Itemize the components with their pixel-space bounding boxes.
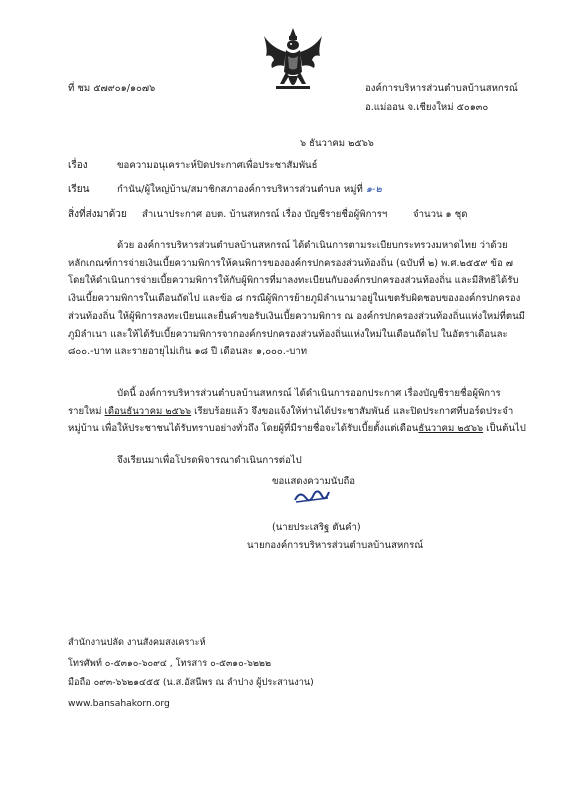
document-number: ที่ ชม ๕๗๙๐๑/๑๐๗๖ bbox=[68, 83, 156, 94]
paragraph-line: ภูมิลำเนา และให้ได้รับเบี้ยความพิการจากองค์กรปกครองส่วนท้องถิ่นแห่งใหม่ในเดือนถัดไป ในอัตราเดือนละ bbox=[68, 328, 508, 340]
paragraph-line: บัดนี้ องค์การบริหารส่วนตำบลบ้านสหกรณ์ ได้ดำเนินการออกประกาศ เรื่องบัญชีรายชื่อผู้พิการ bbox=[117, 388, 501, 399]
signature-icon bbox=[292, 486, 332, 508]
footer-office: สำนักงานปลัด งานสังคมสงเคราะห์ bbox=[68, 637, 206, 648]
subject-text: ขอความอนุเคราะห์ปิดประกาศเพื่อประชาสัมพันธ์ bbox=[117, 160, 318, 171]
signer-title: นายกองค์การบริหารส่วนตำบลบ้านสหกรณ์ bbox=[247, 540, 424, 551]
paragraph-text: หมู่บ้าน เพื่อให้ประชาชนได้รับทราบอย่างทั่วถึง โดยผู้ที่มีรายชื่อจะได้รับเบี้ยตั้งแต่เดือน bbox=[68, 423, 419, 435]
recipient-label: เรียน bbox=[68, 184, 90, 195]
signer-name: (นายประเสริฐ ตันคำ) bbox=[272, 522, 361, 533]
paragraph-line: โดยให้ดำเนินการจ่ายเบี้ยความพิการให้กับผู้พิการที่มาลงทะเบียนกับองค์กรปกครองส่วนท้องถิ่น และมีสิทธิได้รับ bbox=[68, 275, 519, 287]
organization-address: อ.แม่ออน จ.เชียงใหม่ ๕๐๑๓๐ bbox=[365, 102, 489, 113]
closing-regards: ขอแสดงความนับถือ bbox=[272, 476, 356, 487]
paragraph-text: เป็นต้นไป bbox=[483, 423, 526, 435]
underlined-month: ธันวาคม ๒๕๖๖ bbox=[418, 423, 484, 435]
footer-website: www.bansahakorn.org bbox=[68, 698, 170, 709]
enclosure-label: สิ่งที่ส่งมาด้วย bbox=[68, 209, 127, 220]
enclosure-text: สำเนาประกาศ อบต. บ้านสหกรณ์ เรื่อง บัญชีรายชื่อผู้พิการฯ bbox=[142, 209, 388, 220]
paragraph-line bbox=[68, 420, 526, 438]
paragraph-line bbox=[68, 403, 518, 421]
paragraph-line: ๘๐๐.-บาท และรายอายุไม่เกิน ๑๘ ปี เดือนละ ๑,๐๐๐.-บาท bbox=[68, 346, 308, 358]
body-paragraph-1 bbox=[68, 237, 525, 361]
footer-mobile: มือถือ ๐๙๓-๖๖๒๑๔๕๕ (น.ส.อัสนีพร ณ ลำปาง ผู้ประสานงาน) bbox=[68, 677, 314, 688]
body-paragraph-2 bbox=[68, 385, 526, 438]
body-paragraph-3: จึงเรียนมาเพื่อโปรดพิจารณาดำเนินการต่อไป bbox=[117, 455, 302, 466]
underlined-month: เดือนธันวาคม ๒๕๖๖ bbox=[104, 405, 192, 417]
paragraph-text: เรียบร้อยแล้ว จึงขอแจ้งให้ท่านได้ประชาสัมพันธ์ และปิดประกาศที่บอร์ดประจำ bbox=[191, 405, 514, 417]
paragraph-line: ส่วนท้องถิ่น ให้ผู้พิการลงทะเบียนและยื่นคำขอรับเงินเบี้ยความพิการ ณ องค์กรปกครองส่วนท้องถิ่นแห่งใหม่ที่ตนมี bbox=[68, 310, 525, 322]
garuda-emblem-icon bbox=[262, 26, 324, 96]
recipient-text-main: กำนัน/ผู้ใหญ่บ้าน/สมาชิกสภาองค์การบริหารส่วนตำบล หมู่ที่ bbox=[117, 184, 363, 195]
paragraph-text: รายใหม่ bbox=[68, 405, 105, 417]
document-date: ๖ ธันวาคม ๒๕๖๖ bbox=[300, 138, 374, 149]
organization-name: องค์การบริหารส่วนตำบลบ้านสหกรณ์ bbox=[365, 83, 518, 94]
recipient-text bbox=[117, 183, 382, 196]
paragraph-line: หลักเกณฑ์การจ่ายเงินเบี้ยความพิการให้คนพิการขององค์กรปกครองส่วนท้องถิ่น (ฉบับที่ ๒) พ.ศ.๒๕๕๙ ข้อ ๗ bbox=[68, 257, 513, 269]
subject-label: เรื่อง bbox=[68, 160, 88, 171]
paragraph-line: เงินเบี้ยความพิการในเดือนถัดไป และข้อ ๘ กรณีผู้พิการย้ายภูมิลำเนามาอยู่ในเขตรับผิดชอบขององค์กรปกครอง bbox=[68, 293, 521, 305]
enclosure-quantity: จำนวน ๑ ชุด bbox=[413, 209, 468, 220]
recipient-village-fill: ๑-๒ bbox=[365, 184, 382, 195]
paragraph-line: ด้วย องค์การบริหารส่วนตำบลบ้านสหกรณ์ ได้ดำเนินการตามระเบียบกระทรวงมหาดไทย ว่าด้วย bbox=[117, 240, 508, 251]
footer-phone: โทรศัพท์ ๐-๕๓๑๐-๖๐๙๔ , โทรสาร ๐-๕๓๑๐-๖๒๒๒ bbox=[68, 658, 272, 669]
